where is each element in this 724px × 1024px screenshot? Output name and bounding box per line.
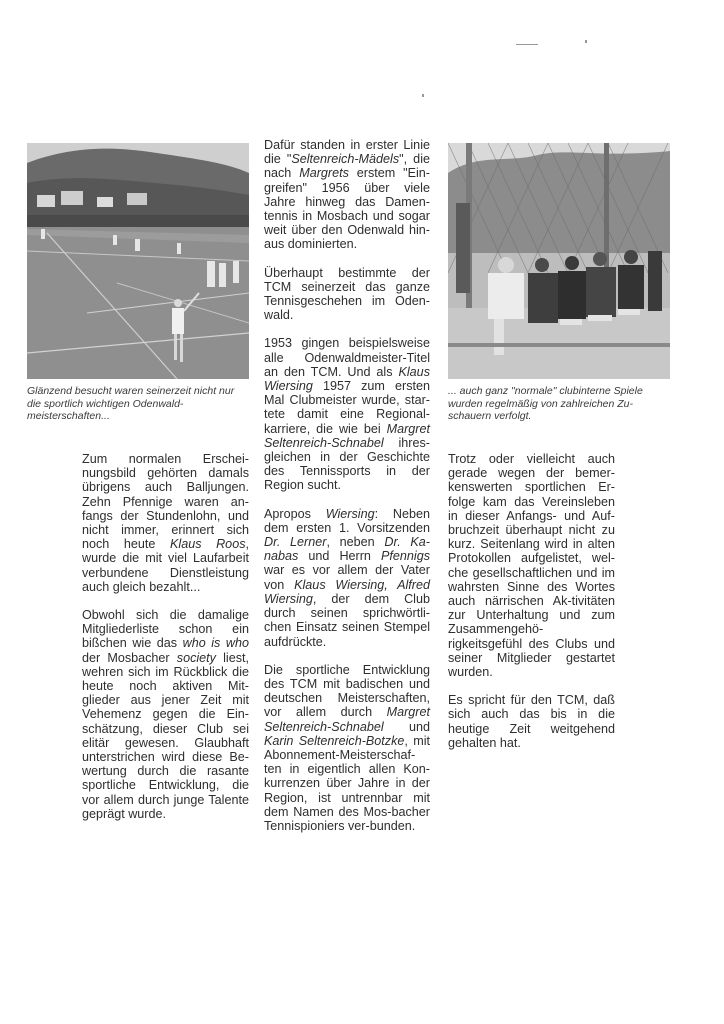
spectators-photo — [448, 143, 670, 379]
tennis-court-photo — [27, 143, 249, 379]
paragraph: Dafür standen in erster Linie die "Seltenreich-Mädels", die nach Margrets erstem "Ein-greifen" 1956 über viele Jahre hinweg das Damen-tennis in Mosbach und sogar weit über den Odenwald hin-aus dominierten. — [264, 138, 431, 252]
photo-caption-right: ... auch ganz "normale" clubinterne Spiele wurden regelmäßig von zahlreichen Zu-schauern verfolgt. — [448, 385, 643, 422]
text-column-1 — [82, 452, 249, 821]
paragraph: Überhaupt bestimmte der TCM seinerzeit das ganze Tennisgeschehen im Oden-wald. — [264, 265, 430, 323]
text-column-2 — [264, 138, 430, 833]
scan-speck — [516, 44, 538, 45]
paragraph: Apropos Wiersing: Neben dem ersten 1. Vorsitzenden Dr. Lerner, neben Dr. Ka-nabas und Herrn Pfennigs war es vor allem der Vater von Klaus Wiersing, Alfred Wiersing, der dem Club durch seinen sprichwörtli-chen Einsatz seinen Stempel aufdrückte. — [264, 506, 431, 649]
text-column-3 — [448, 452, 615, 750]
paragraph: Es spricht für den TCM, daß sich auch das bis in die heutige Zeit weitgehend gehalten hat. — [448, 693, 615, 750]
paragraph: Zum normalen Erschei-nungsbild gehörten damals übrigens auch Balljungen. Zehn Pfennige waren an-fangs der Stundenlohn, und nicht immer, erinnert sich noch heute Klaus Roos, wurde die mit viel Laufarbeit verbundene Dienstleistung auch gleich bezahlt... — [82, 452, 249, 594]
scan-speck — [422, 94, 424, 97]
photo-caption-left: Glänzend besucht waren seinerzeit nicht nur die sportlich wichtigen Odenwald-meisterschaften... — [27, 385, 235, 422]
scan-speck — [585, 40, 587, 43]
paragraph: Die sportliche Entwicklung des TCM mit badischen und deutschen Meisterschaften, vor allem durch Margret Seltenreich-Schnabel und Karin Seltenreich-Botzke, mit Abonnement-Meisterschaf-ten in eigentlich allen Kon-kurrenzen über Jahre in der Region, ist untrennbar mit dem Namen des Mos-bacher Tennispioniers ver-bunden. — [264, 662, 430, 833]
paragraph: Obwohl sich die damalige Mitgliederliste schon ein bißchen wie das who is who der Mosbacher society liest, wehren sich im Rückblick die heute noch aktiven Mit-glieder aus jener Zeit mit Vehemenz gegen die Ein-schätzung, dieser Club sei elitär gewesen. Glaubhaft unterstrichen wird diese Be-wertung durch die rasante sportliche Entwicklung, die vor allem durch junge Talente geprägt wurde. — [82, 608, 249, 821]
paragraph: Trotz oder vielleicht auch gerade wegen der bemer-kenswerten sportlichen Er-folge kam das Vereinsleben in dieser Anfangs- und Auf-bruchzeit überhaupt nicht zu kurz. Seitenlang wird in alten Protokollen aufgelistet, wel-che gesellschaftlichen und im wahrsten Sinne des Wortes auch närrischen Ak-tivitäten zur Unterhaltung und zum Zusammengehö-rigkeitsgefühl des Clubs und seiner Mitglieder gestartet wurden. — [448, 452, 615, 680]
paragraph: 1953 gingen beispielsweise alle Odenwaldmeister-Titel an den TCM. Und als Klaus Wiersing 1957 zum ersten Mal Clubmeister wurde, star-tete damit eine Regional-karriere, die wie bei Margret Seltenreich-Schnabel ihres-gleichen in der Geschichte des Tennissports in der Region sucht. — [264, 336, 430, 493]
